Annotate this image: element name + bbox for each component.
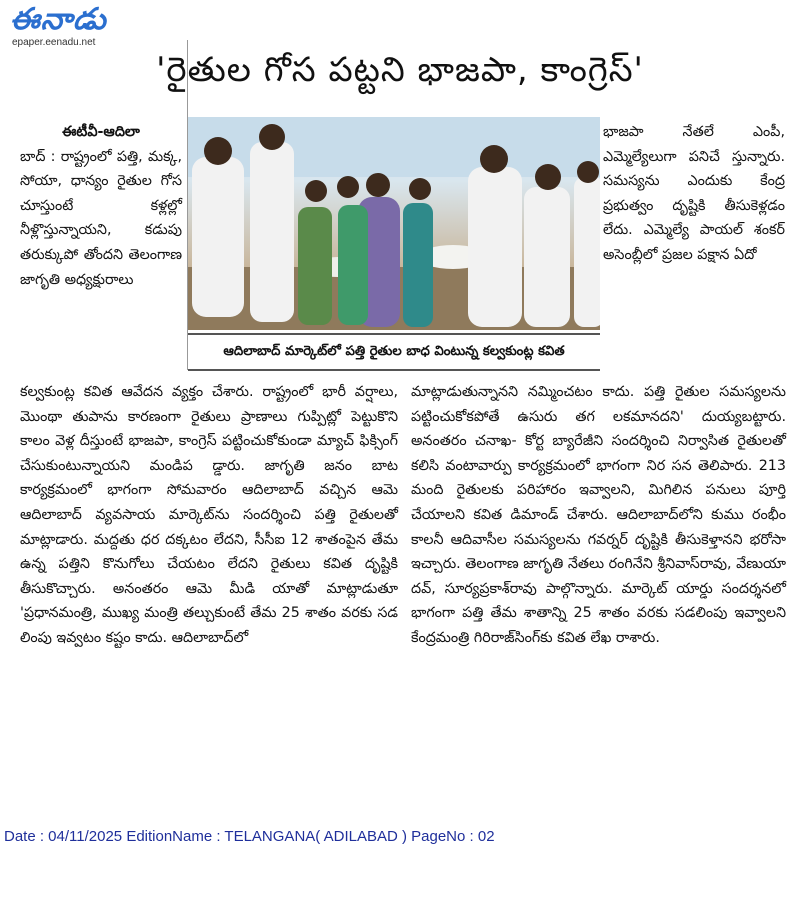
article-column-3-text: కల్వకుంట్ల కవిత ఆవేదన వ్యక్తం చేశారు. రాష్ట్రంలో భారీ వర్షాలు, మొంథా తుపాను కారణంగా రైతులు ప్రాణాలు గుప్పిట్లో పెట్టుకొని కాలం వెళ్ల దీస్తుంటే భాజపా, కాంగ్రెస్ పట్టించుకోకుండా మ్యాచ్ ఫిక్సింగ్ చేసుకుంటున్నాయని మండిప డ్డారు. జాగృతి జనం బాట కార్యక్రమంలో భాగంగా సోమవారం ఆదిలాబాద్ వచ్చిన ఆమె ఆదిలాబాద్ వ్యవసాయ మార్కెట్‌ను సందర్శించి పత్తి రైతులతో మాట్లాడారు. మద్దతు ధర దక్కటం లేదని, సీసీఐ 12 శాతంపైన తేమ ఉన్న పత్తిని కొనుగోలు చేయటం లేదని రైతులు కవిత దృష్టికి తీసుకొచ్చారు. అనంతరం ఆమె మీడి యాతో మాట్లాడుతూ 'ప్రధానమంత్రి, ముఖ్య మంత్రి తల్చుకుంటే తేమ 25 శాతం వరకు సడ లింపు ఇవ్వటం కష్టం కాదు. ఆదిలాబాద్‌లో: [20, 384, 398, 646]
photo-caption: ఆదిలాబాద్ మార్కెట్‌లో పత్తి రైతుల బాధ వింటున్న కల్వకుంట్ల కవిత: [188, 333, 600, 371]
article-column-3: [20, 380, 398, 651]
logo-url: epaper.eenadu.net: [12, 37, 96, 48]
news-photo-illustration: [188, 117, 600, 330]
article-column-1: [20, 120, 182, 292]
news-photo: [188, 117, 600, 330]
logo-wordmark: ఈనాడు: [10, 2, 107, 37]
article-headline: 'రైతుల గోస పట్టని భాజపా, కాంగ్రెస్': [156, 50, 644, 90]
article-dateline: ఈటీవీ-ఆదిలా: [62, 124, 140, 140]
eenadu-logo: [10, 3, 107, 48]
article-column-2: [603, 120, 785, 268]
article-column-1-text: బాద్ : రాష్ట్రంలో పత్తి, మక్క, సోయా, ధాన్యం రైతుల గోస చూస్తుంటే కళ్లల్లో నీళ్లొస్తున్నాయని, కడుపు తరుక్కుపో తోందని తెలంగాణ జాగృతి అధ్యక్షురాలు: [20, 148, 182, 288]
article-column-4: [411, 380, 786, 651]
article-column-2-text: భాజపా నేతలే ఎంపీ, ఎమ్మెల్యేలుగా పనిచే స్తున్నారు. సమస్యను ఎందుకు కేంద్ర ప్రభుత్వం దృష్టికి తీసుకెళ్లడం లేదు. ఎమ్మెల్యే పాయల్ శంకర్ అసెంబ్లీలో ప్రజల పక్షాన ఏదో: [603, 124, 785, 263]
edition-footer: Date : 04/11/2025 EditionName : TELANGANA( ADILABAD ) PageNo : 02: [4, 828, 495, 845]
article-column-4-text: మాట్లాడుతున్నానని నమ్మించటం కాదు. పత్తి రైతుల సమస్యలను పట్టించుకోకపోతే ఉసురు తగ లకమానదని' దుయ్యబట్టారు. అనంతరం చనాఖ- కోర్ట బ్యారేజీని సందర్శించి నిర్వాసిత రైతులతో కలిసి వంటావార్పు కార్యక్రమంలో భాగంగా నిర సన తెలిపారు. 213 మంది రైతులకు పరిహారం ఇవ్వాలని, మిగిలిన పనులు పూర్తి చేయాలని కవిత డిమాండ్ చేశారు. ఆదిలాబాద్‌లోని కుము రంభీం కాలనీ ఆదివాసీల సమస్యలను గవర్నర్ దృష్టికి తీసుకెళ్తానని భరోసా ఇచ్చారు. తెలంగాణ జాగృతి నేతలు రంగినేని శ్రీనివాస్‌రావు, వేణుయా దవ్, సూర్యప్రకాశ్‌రావు పాల్గొన్నారు. మార్కెట్ యార్డు సందర్శనలో భాగంగా పత్తి తేమ శాతాన్ని 25 శాతం వరకు సడలింపు ఇవ్వాలని కేంద్రమంత్రి గిరిరాజ్‌సింగ్‌కు కవిత లేఖ రాశారు.: [411, 384, 786, 646]
